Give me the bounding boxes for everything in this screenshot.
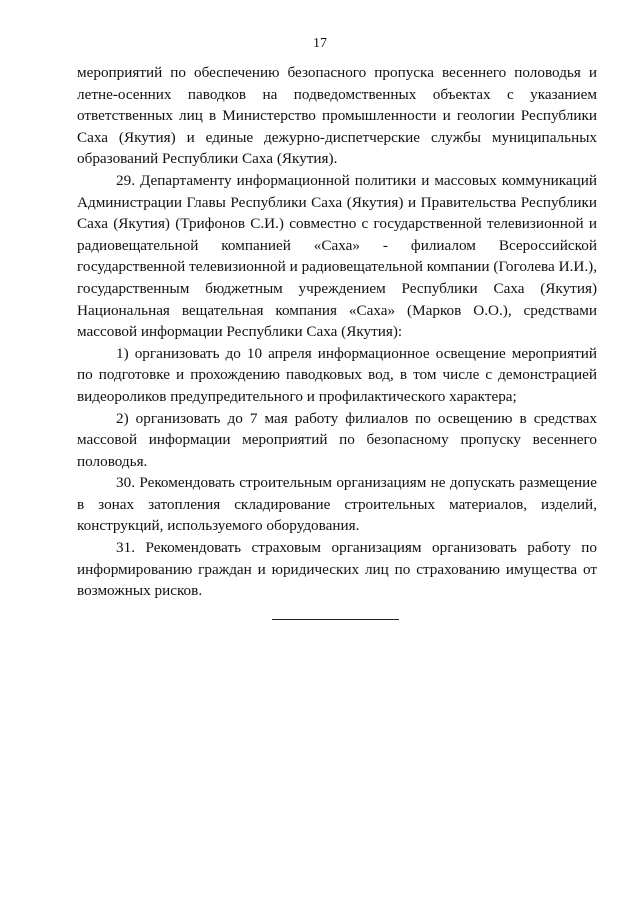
document-body xyxy=(77,62,597,602)
paragraph-29-item-1: 1) организовать до 10 апреля информационное освещение мероприятий по подготовке и прохождению паводковых вод, в том числе с демонстрацией видеороликов предупредительного и профилактического характера; xyxy=(77,344,597,405)
paragraph-continuation: мероприятий по обеспечению безопасного пропуска весеннего половодья и летне-осенних паводков на подведомственных объектах с указанием ответственных лиц в Министерство промышленности и геологии Республики Саха (Якутия) и единые дежурно-диспетчерские службы муниципальных образований Республики Саха (Якутия). xyxy=(77,64,597,168)
paragraph-31: 31. Рекомендовать страховым организациям организовать работу по информированию граждан и юридических лиц по страхованию имущества от возможных рисков. xyxy=(77,539,597,600)
page-number: 17 xyxy=(313,36,327,51)
paragraph-30: 30. Рекомендовать строительным организациям не допускать размещение в зонах затопления складирование строительных материалов, изделий, конструкций, используемого оборудования. xyxy=(77,474,597,535)
end-of-document-rule xyxy=(272,619,399,620)
paragraph-29-item-2: 2) организовать до 7 мая работу филиалов по освещению в средствах массовой информации мероприятий по безопасному пропуску весеннего половодья. xyxy=(77,409,597,470)
paragraph-29: 29. Департаменту информационной политики и массовых коммуникаций Администрации Главы Республики Саха (Якутия) и Правительства Республики Саха (Якутия) (Трифонов С.И.) совместно с государственной телевизионной и радиовещательной компанией «Саха» - филиалом Всероссийской государственной телевизионной и радиовещательной компании (Гоголева И.И.), государственным бюджетным учреждением Республики Саха (Якутия) Национальная вещательная компания «Саха» (Марков О.О.), средствами массовой информации Республики Саха (Якутия): xyxy=(77,171,597,341)
